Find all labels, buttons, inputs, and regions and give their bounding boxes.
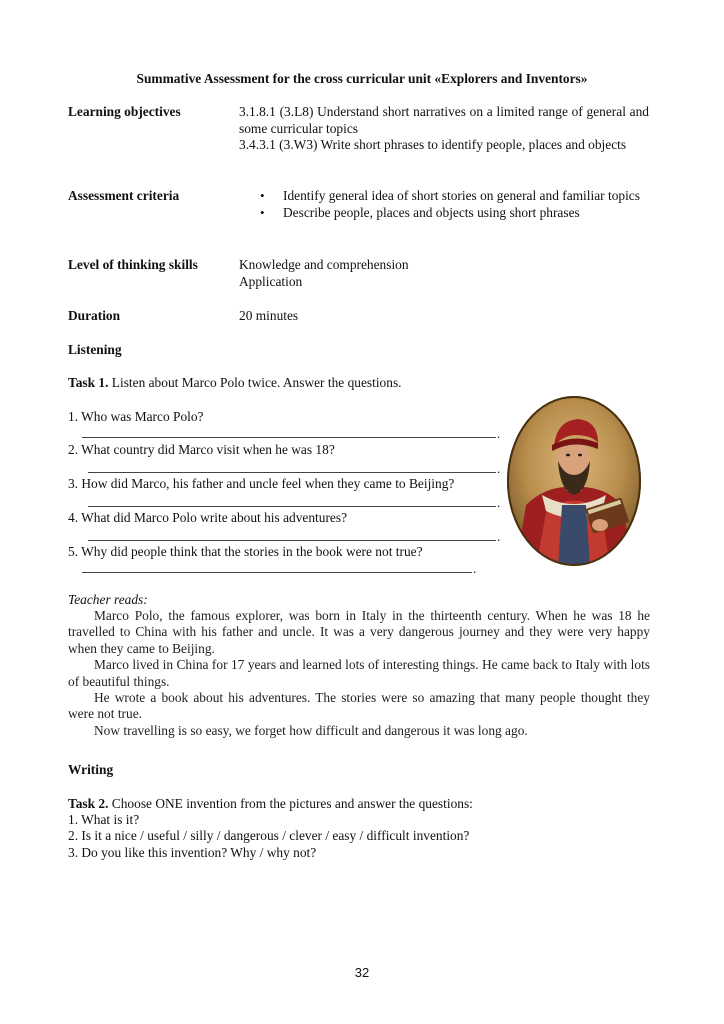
answer-line	[88, 540, 496, 541]
question-item: 4. What did Marco Polo write about his adventures?	[68, 510, 348, 525]
thinking-skills-label: Level of thinking skills	[68, 257, 198, 272]
teacher-reads-label: Teacher reads:	[68, 592, 148, 607]
thinking-skill-item: Knowledge and comprehension	[239, 257, 409, 272]
marco-polo-portrait	[506, 395, 642, 567]
page-title: Summative Assessment for the cross curricular unit «Explorers and Inventors»	[136, 71, 588, 86]
line-end-dot: .	[473, 561, 477, 576]
criteria-item: • Identify general idea of short stories on general and familiar topics	[239, 188, 649, 205]
question-item: 1. Who was Marco Polo?	[68, 409, 204, 424]
line-end-dot: .	[497, 426, 501, 441]
criteria-item: • Describe people, places and objects using short phrases	[239, 205, 649, 222]
task-2-label: Task 2.	[68, 796, 109, 811]
task-1-text: Listen about Marco Polo twice. Answer the questions.	[108, 375, 402, 390]
thinking-skill-item: Application	[239, 273, 303, 289]
learning-objectives-value	[239, 104, 649, 154]
question-item: 1. What is it?	[68, 812, 140, 827]
question-item: 3. Do you like this invention? Why / why not?	[68, 844, 317, 860]
reading-paragraph: Marco Polo, the famous explorer, was born in Italy in the thirteenth century. When he was 18 he travelled to China with his father and uncle. It was a very dangerous journey and they were very happy when they came to Beijing.	[68, 608, 650, 656]
reading-paragraph: He wrote a book about his adventures. The stories were so amazing that many people thought they were not true.	[68, 690, 650, 722]
task-2-text: Choose ONE invention from the pictures and answer the questions:	[108, 796, 473, 811]
writing-heading: Writing	[68, 762, 114, 777]
duration-label: Duration	[68, 308, 121, 323]
answer-line	[82, 437, 496, 438]
line-end-dot: .	[497, 495, 501, 510]
learning-objectives-label: Learning objectives	[68, 104, 181, 119]
question-item: 5. Why did people think that the stories in the book were not true?	[68, 544, 423, 559]
reading-paragraph: Marco lived in China for 17 years and learned lots of interesting things. He came back to Italy with lots of beautiful things.	[68, 657, 650, 689]
duration-value: 20 minutes	[239, 308, 299, 323]
listening-heading: Listening	[68, 342, 122, 357]
question-item: 3. How did Marco, his father and uncle feel when they came to Beijing?	[68, 476, 455, 491]
page-number: 32	[354, 965, 370, 980]
reading-paragraph: Now travelling is so easy, we forget how difficult and dangerous it was long ago.	[94, 722, 528, 738]
teacher-reading-text	[68, 608, 650, 739]
task-2-instruction	[68, 796, 473, 812]
task-2-questions	[68, 812, 469, 861]
line-end-dot: .	[497, 461, 501, 476]
task-1-instruction	[68, 375, 402, 391]
answer-line	[88, 472, 496, 473]
question-item: 2. What country did Marco visit when he was 18?	[68, 442, 335, 457]
assessment-criteria-label: Assessment criteria	[68, 188, 180, 203]
answer-line	[82, 572, 472, 573]
task-1-label: Task 1.	[68, 375, 109, 390]
question-item: 2. Is it a nice / useful / silly / dangerous / clever / easy / difficult invention?	[68, 828, 470, 844]
assessment-criteria-value	[239, 188, 649, 221]
objective-item: 3.1.8.1 (3.L8) Understand short narratives on a limited range of general and some curricular topics	[239, 104, 649, 136]
thinking-skills-value	[239, 257, 649, 290]
line-end-dot: .	[497, 529, 501, 544]
answer-line	[88, 506, 496, 507]
objective-item: 3.4.3.1 (3.W3) Write short phrases to identify people, places and objects	[239, 137, 627, 152]
